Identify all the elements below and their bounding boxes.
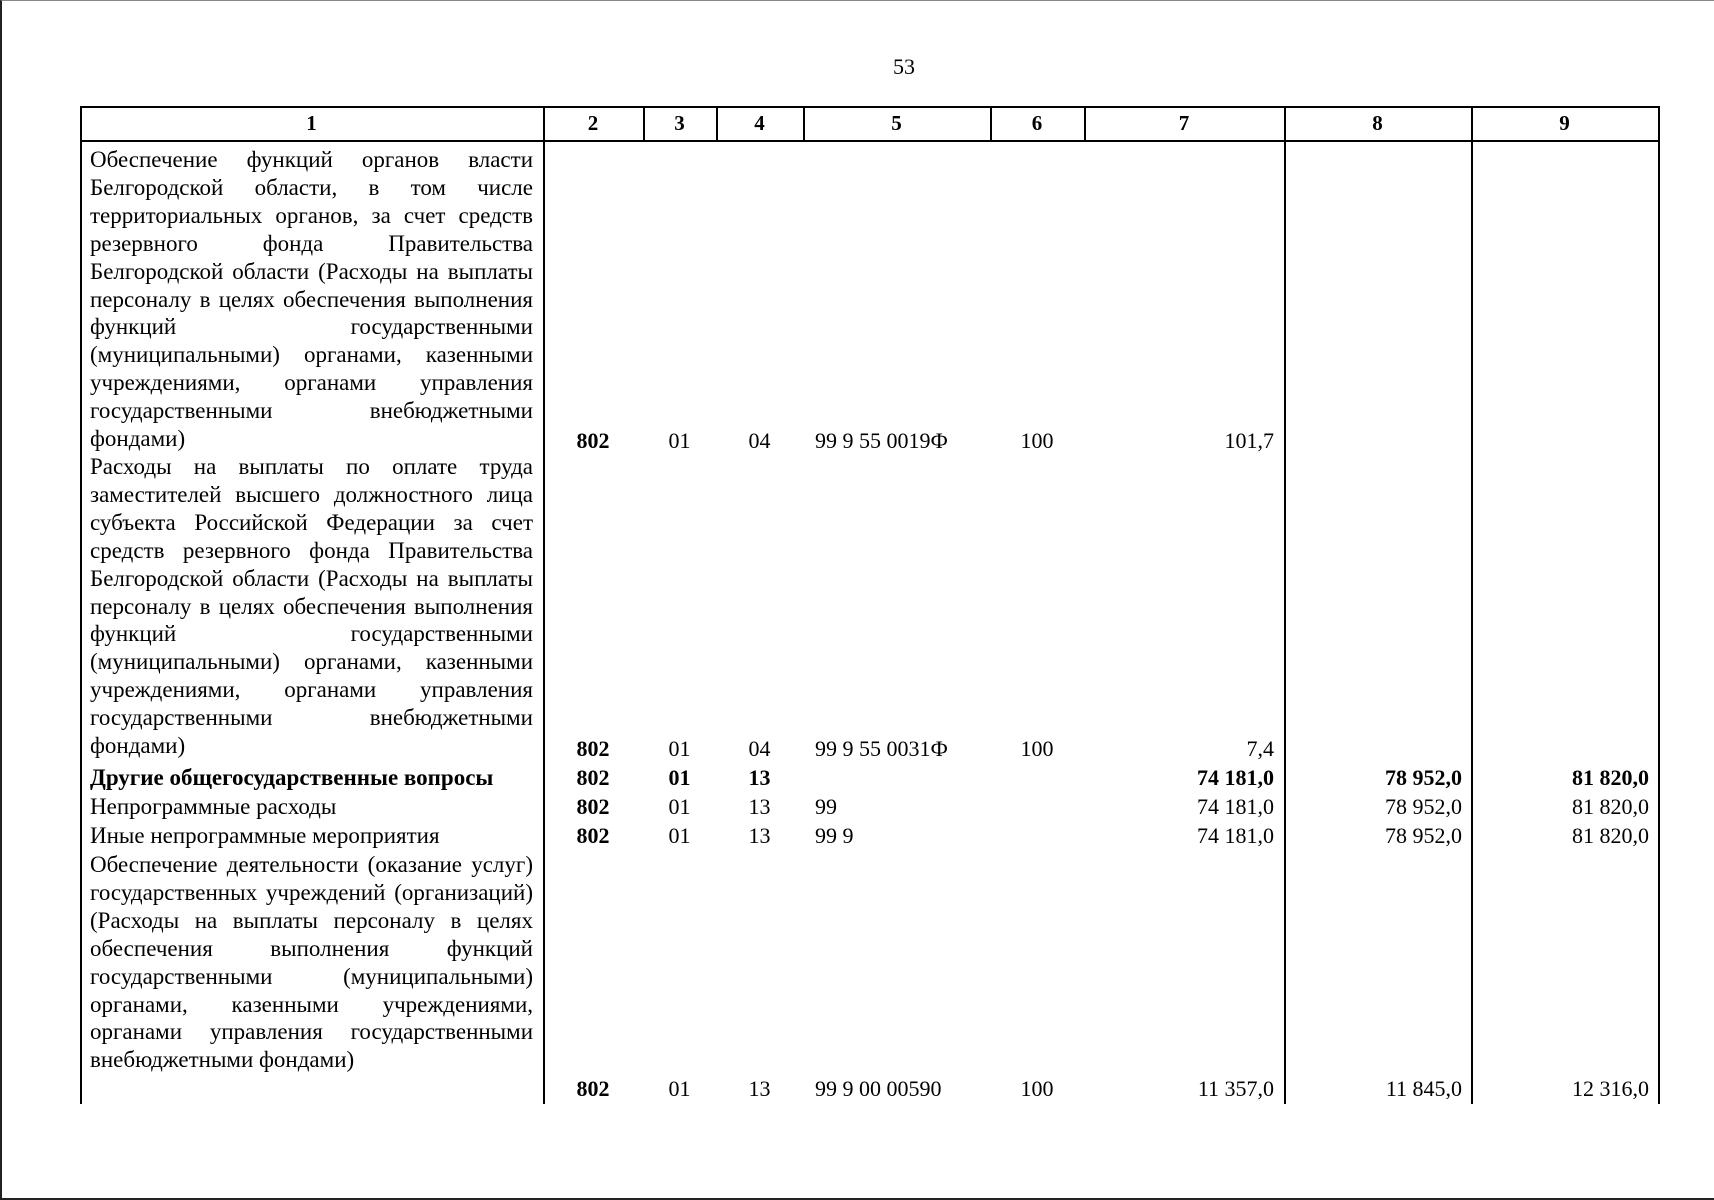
row-1-name: Обеспечение функций органов власти Белгородской области, в том числе территориальных органов, за счет средств резервного фонда Правительства Белгородской области (Расходы на выплаты персоналу в целях обеспечения выполнения функций государственными (муниципальными) органами, казенными учреждениями, органами управления государственными внебюджетными фондами): [90, 147, 533, 452]
col-border-1: [543, 106, 545, 1104]
header-col-5: 5: [891, 111, 902, 135]
row-5-col-3: 01: [668, 823, 691, 848]
row-1-col-6: 100: [1020, 428, 1054, 453]
row-2-col-7: 7,4: [1246, 736, 1274, 761]
header-col-9: 9: [1559, 111, 1570, 135]
col-border-9: [1658, 106, 1660, 1104]
row-6-col-6: 100: [1020, 1076, 1054, 1101]
col-border-0: [80, 106, 82, 1104]
row-1-col-4: 04: [748, 428, 771, 453]
header-col-7: 7: [1178, 111, 1190, 135]
header-bottom-border: [80, 140, 1659, 142]
row-5-col-7: 74 181,0: [1197, 823, 1274, 848]
page-number: 53: [893, 54, 915, 79]
row-4-col-5: 99: [815, 794, 837, 819]
row-4-col-9: 81 820,0: [1572, 794, 1649, 819]
header-col-1: 1: [306, 111, 317, 135]
row-2-col-4: 04: [748, 736, 771, 761]
row-1-col-3: 01: [668, 428, 691, 453]
header-col-3: 3: [674, 111, 685, 135]
row-2-name: Расходы на выплаты по оплате труда заместителей высшего должностного лица субъекта Российской Федерации за счет средств резервного фонда Правительства Белгородской области (Расходы на выплаты персоналу в целях обеспечения выполнения функций государственными (муниципальными) органами, казенными учреждениями, органами управления государственными внебюджетными фондами): [90, 454, 533, 759]
header-col-8: 8: [1372, 111, 1383, 135]
row-6-col-4: 13: [748, 1076, 771, 1101]
row-5-name: Иные непрограммные мероприятия: [90, 823, 440, 848]
row-6-col-3: 01: [668, 1076, 691, 1101]
row-3-col-7: 74 181,0: [1197, 765, 1274, 790]
col-border-8: [1471, 106, 1473, 1104]
row-1-col-5: 99 9 55 0019Ф: [815, 428, 948, 453]
row-3-col-2: 802: [576, 765, 610, 790]
col-border-7: [1284, 106, 1286, 1104]
header-col-6: 6: [1031, 111, 1043, 135]
row-2-col-6: 100: [1020, 736, 1054, 761]
row-5-col-8: 78 952,0: [1385, 823, 1462, 848]
row-5-col-4: 13: [748, 823, 771, 848]
row-1-col-2: 802: [576, 428, 610, 453]
row-5-col-5: 99 9: [815, 823, 854, 848]
row-4-col-3: 01: [668, 794, 691, 819]
row-6-col-2: 802: [576, 1076, 610, 1101]
row-6-col-7: 11 357,0: [1197, 1076, 1274, 1101]
row-1-col-7: 101,7: [1224, 428, 1274, 453]
row-6-col-9: 12 316,0: [1572, 1076, 1649, 1101]
row-4-col-4: 13: [748, 794, 771, 819]
row-2-col-2: 802: [576, 736, 610, 761]
row-3-col-3: 01: [668, 765, 691, 790]
row-5-col-2: 802: [576, 823, 610, 848]
row-4-col-7: 74 181,0: [1197, 794, 1274, 819]
row-4-name: Непрограммные расходы: [90, 794, 337, 819]
row-4-col-2: 802: [576, 794, 610, 819]
row-3-name: Другие общегосударственные вопросы: [90, 765, 494, 790]
header-col-2: 2: [587, 111, 599, 135]
row-3-col-8: 78 952,0: [1385, 765, 1462, 790]
row-3-col-4: 13: [748, 765, 771, 790]
row-2-col-3: 01: [668, 736, 691, 761]
row-4-col-8: 78 952,0: [1385, 794, 1462, 819]
row-6-col-8: 11 845,0: [1385, 1076, 1462, 1101]
header-col-4: 4: [754, 111, 765, 135]
row-3-col-9: 81 820,0: [1572, 765, 1649, 790]
row-6-name: Обеспечение деятельности (оказание услуг) государственных учреждений (организаций) (Расходы на выплаты персоналу в целях обеспечения выполнения функций государственными (муниципальными) органами, казенными учреждениями, органами управления государственными внебюджетными фондами): [90, 852, 533, 1073]
row-6-col-5: 99 9 00 00590: [815, 1076, 942, 1101]
row-2-col-5: 99 9 55 0031Ф: [815, 736, 948, 761]
row-5-col-9: 81 820,0: [1572, 823, 1649, 848]
